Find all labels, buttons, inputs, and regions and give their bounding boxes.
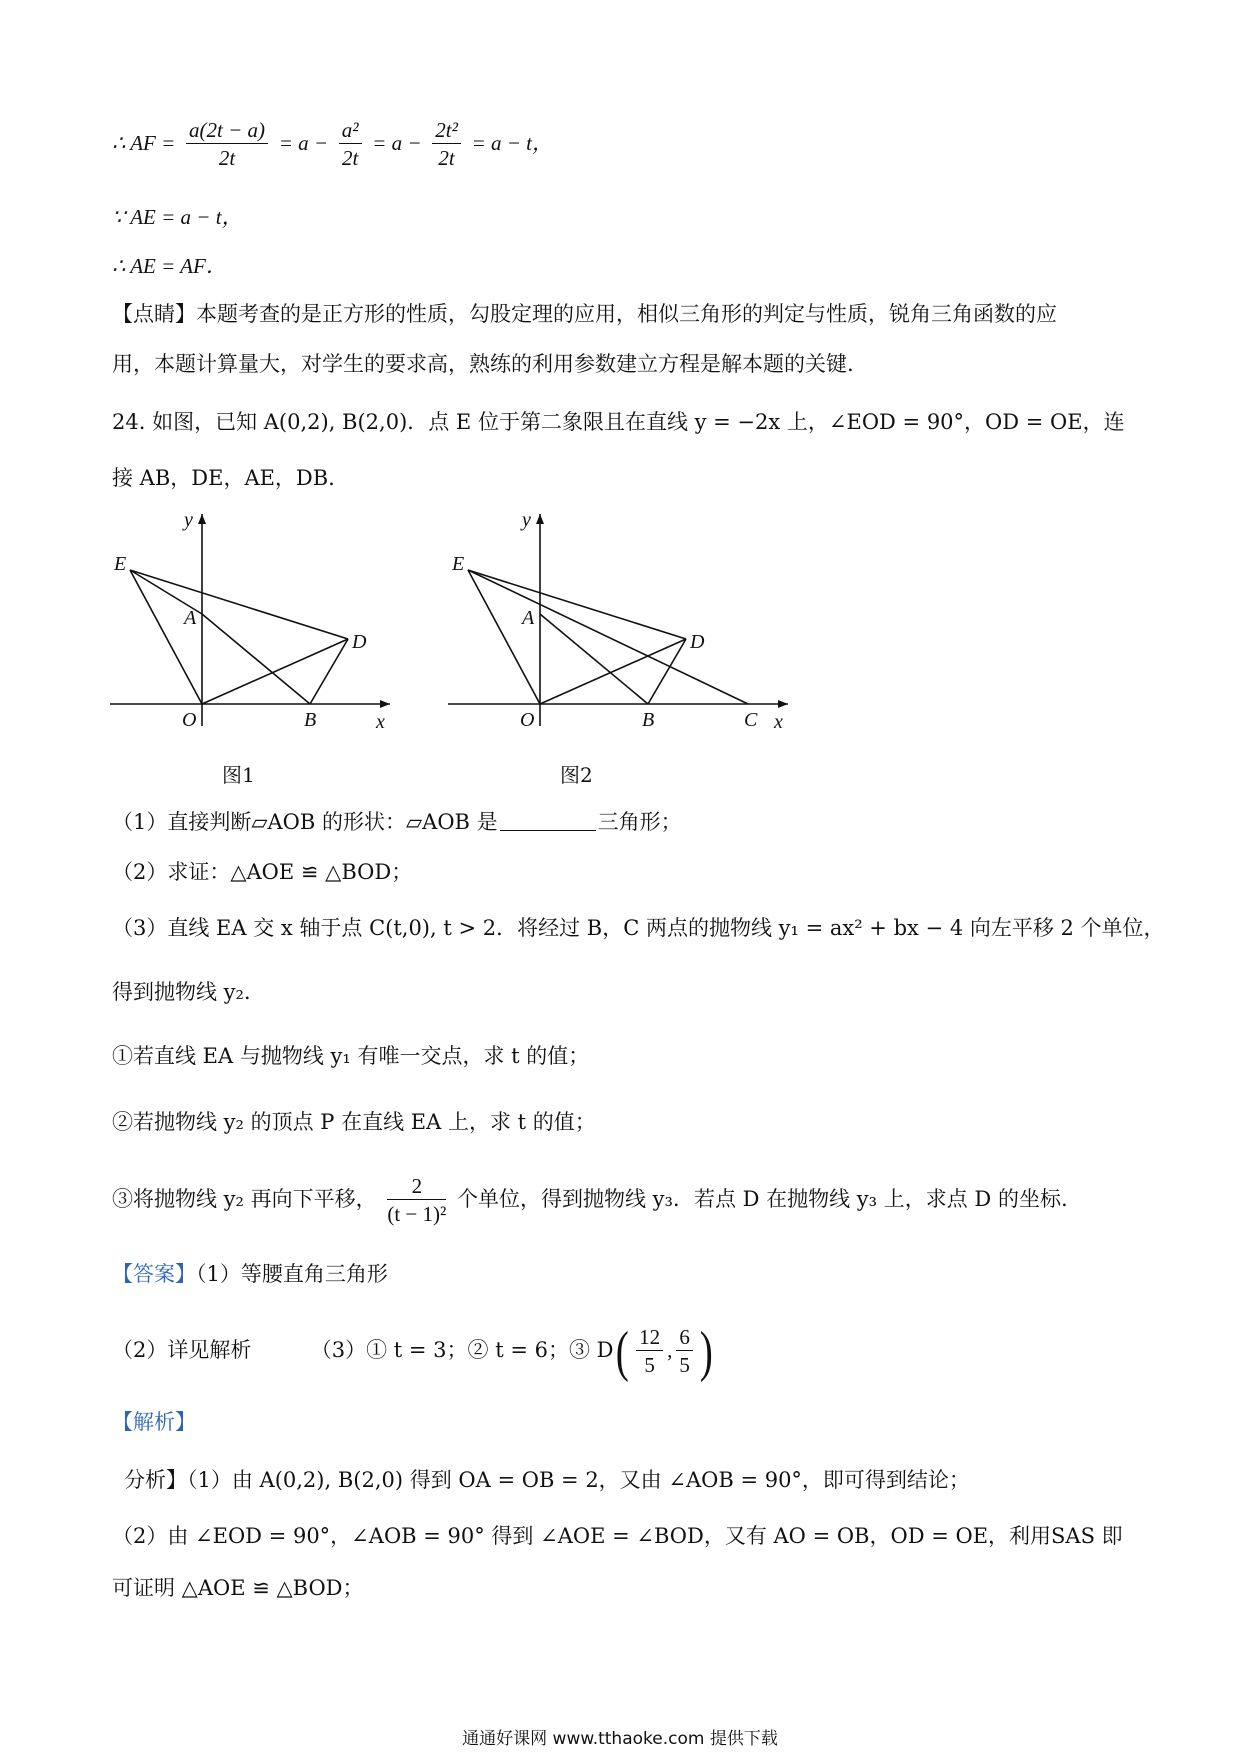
answer-tag: 【答案】 — [112, 1262, 196, 1286]
question-2: （2）求证：△AOE ≌ △BOD； — [112, 860, 413, 884]
fig1-label-a: A — [184, 607, 197, 629]
question-3-line-2: 得到抛物线 y₂． — [112, 980, 265, 1004]
fraction-1: $\frac{a(2t - a)}{2t}$ — [186, 117, 268, 172]
fig2-label-y: y — [522, 509, 531, 531]
question-1: （1）直接判断▱AOB 的形状：▱AOB 是 三角形； — [112, 810, 682, 834]
fig1-label-x: x — [376, 711, 385, 733]
equation-af: ∴ AF = $\frac{a(2t - a)}{2t}$ = a − $\frac{\text{a²}}{2t}$ = a − $\frac{\text{2t²}}{2t}$ = a − t， — [112, 118, 553, 170]
equation-ae: ∵ AE = a − t， — [112, 205, 243, 229]
fraction-2: $\frac{\text{a²}}{2t}$ — [339, 117, 362, 172]
figure-1 — [110, 508, 400, 748]
fig2-label-b: B — [642, 709, 655, 731]
fig1-label-d: D — [352, 631, 367, 653]
sub3-fraction: $\frac{2}{\text{(t − 1)²}}$ — [387, 1174, 447, 1226]
comment-line-1: 【点睛】本题考查的是正方形的性质，勾股定理的应用，相似三角形的判定与性质，锐角三角函数的应 — [112, 302, 1057, 326]
fig1-label-b: B — [304, 709, 317, 731]
answer-x-fraction: $\frac{12}{5}$ — [636, 1324, 663, 1379]
fig1-label-e: E — [114, 553, 127, 575]
question-3-line-1: （3）直线 EA 交 x 轴于点 C(t,0), t > 2．将经过 B，C 两点的抛物线 y₁ = ax² + bx − 4 向左平移 2 个单位， — [112, 916, 1165, 940]
fraction-3: $\frac{\text{2t²}}{2t}$ — [432, 117, 461, 172]
analysis-tag: 【解析】 — [112, 1410, 196, 1434]
fig2-label-c: C — [744, 709, 758, 731]
fig2-label-a: A — [522, 607, 535, 629]
problem-stem-2: 接 AB，DE，AE，DB． — [112, 466, 350, 490]
fig2-label-x: x — [774, 711, 783, 733]
fig2-label-e: E — [452, 553, 465, 575]
analysis-paragraph-1: 分析】（1）由 A(0,2), B(2,0) 得到 OA = OB = 2，又由 ∠AOB = 90°，即可得到结论； — [124, 1468, 970, 1492]
page-footer: 通通好课网 www.tthaoke.com 提供下载 — [462, 1729, 778, 1749]
answer-line-1: 【答案】（1）等腰直角三角形 — [112, 1262, 388, 1286]
comment-line-2: 用，本题计算量大，对学生的要求高，熟练的利用参数建立方程是解本题的关键. — [112, 352, 854, 376]
eq-prefix: ∴ AF = — [112, 131, 176, 155]
comment-tag: 【点睛】 — [112, 302, 196, 326]
figure-1-caption: 图1 — [222, 763, 255, 787]
fig2-label-d: D — [690, 631, 705, 653]
fig1-label-y: y — [184, 509, 193, 531]
problem-stem-1: 24. 如图，已知 A(0,2), B(2,0)．点 E 位于第二象限且在直线 y = −2x 上，∠EOD = 90°，OD = OE，连 — [112, 410, 1125, 434]
analysis-paragraph-3: 可证明 △AOE ≌ △BOD； — [112, 1576, 364, 1600]
fig1-label-o: O — [182, 709, 197, 731]
figure-2 — [448, 508, 798, 748]
figure-2-caption: 图2 — [560, 763, 593, 787]
sub-question-1: ①若直线 EA 与抛物线 y₁ 有唯一交点，求 t 的值； — [112, 1044, 590, 1068]
sub-question-2: ②若抛物线 y₂ 的顶点 P 在直线 EA 上，求 t 的值； — [112, 1110, 596, 1134]
analysis-paragraph-2: （2）由 ∠EOD = 90°，∠AOB = 90° 得到 ∠AOE = ∠BOD，又有 AO = OB，OD = OE，利用SAS 即 — [112, 1524, 1123, 1548]
answer-line-2: （2）详见解析 （3）① t = 3；② t = 6；③ D( $\frac{12}{5}$ , $\frac{6}{5}$ ) — [112, 1320, 713, 1383]
sub-question-3: ③将抛物线 y₂ 再向下平移， $\frac{2}{\text{(t − 1)²}}$ 个单位，得到抛物线 y₃．若点 D 在抛物线 y₃ 上，求点 D 的坐标. — [112, 1174, 1068, 1226]
answer-blank — [500, 810, 596, 831]
answer-y-fraction: $\frac{6}{5}$ — [676, 1324, 693, 1379]
fig2-label-o: O — [520, 709, 535, 731]
equation-conclusion: ∴ AE = AF． — [112, 254, 227, 278]
